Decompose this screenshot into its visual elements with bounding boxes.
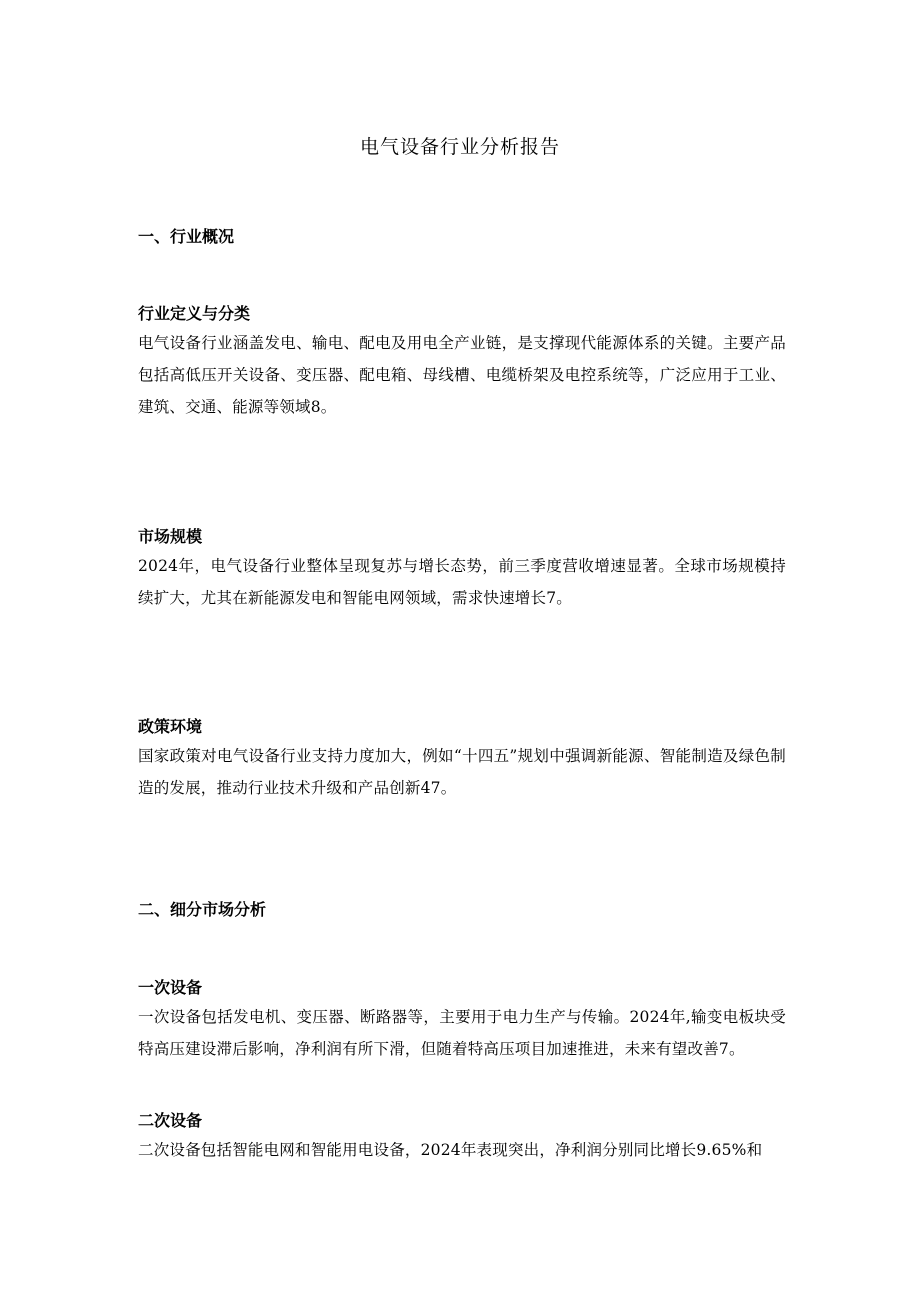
section-heading-segments: 二、细分市场分析 [138,900,267,919]
paragraph-definition: 电气设备行业涵盖发电、输电、配电及用电全产业链，是支撑现代能源体系的关键。主要产品包括高低压开关设备、变压器、配电箱、母线槽、电缆桥架及电控系统等，广泛应用于工业、建筑、交通、能源等领域8。 [138,334,786,416]
subsection-heading-secondary-equipment: 二次设备 [138,1111,203,1130]
paragraph-secondary-equipment: 二次设备包括智能电网和智能用电设备，2024年表现突出，净利润分别同比增长9.65%和 [138,1141,763,1159]
paragraph-primary-equipment: 一次设备包括发电机、变压器、断路器等，主要用于电力生产与传输。2024年,输变电板块受特高压建设滞后影响，净利润有所下滑，但随着特高压项目加速推进，未来有望改善7。 [138,1008,786,1058]
subsection-heading-definition: 行业定义与分类 [138,304,251,323]
subsection-heading-primary-equipment: 一次设备 [138,978,203,997]
section-heading-overview: 一、行业概况 [138,227,235,246]
paragraph-market-size: 2024年，电气设备行业整体呈现复苏与增长态势，前三季度营收增速显著。全球市场规模持续扩大，尤其在新能源发电和智能电网领域，需求快速增长7。 [138,557,786,607]
document-title: 电气设备行业分析报告 [359,136,560,158]
paragraph-policy: 国家政策对电气设备行业支持力度加大，例如“十四五”规划中强调新能源、智能制造及绿色制造的发展，推动行业技术升级和产品创新47。 [138,747,786,797]
subsection-heading-policy: 政策环境 [138,717,203,736]
subsection-heading-market-size: 市场规模 [138,527,203,546]
